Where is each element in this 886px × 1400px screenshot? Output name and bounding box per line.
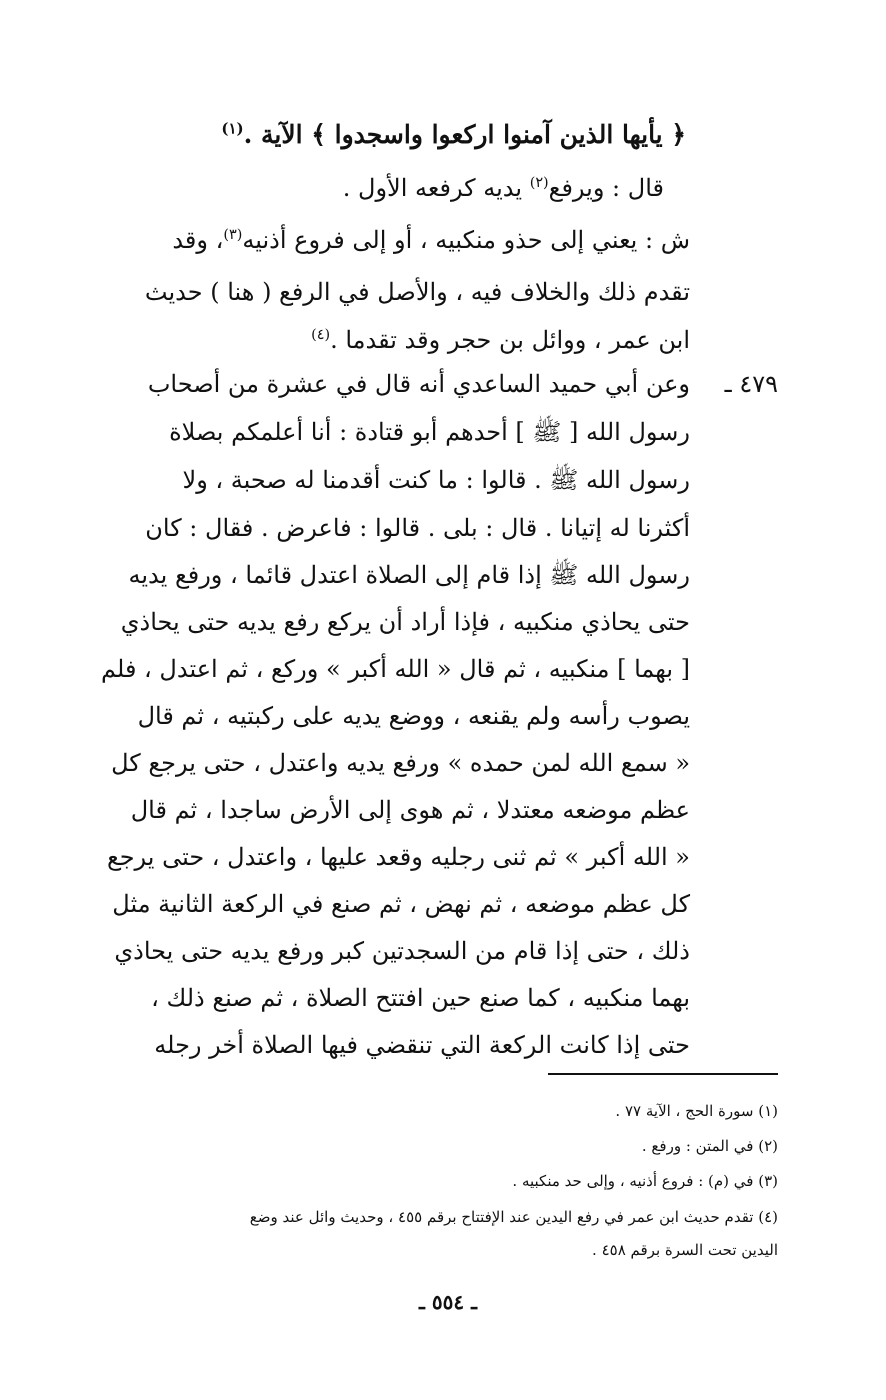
- matn-line: [343, 166, 664, 210]
- sharh-text-after: ، وقد: [172, 226, 224, 254]
- sharh-line: [145, 270, 690, 314]
- hadith-number: ٤٧٩ ـ: [724, 370, 778, 398]
- hadith-line: ذلك ، حتى إذا قام من السجدتين كبر ورفع يديه حتى يحاذي: [114, 937, 690, 965]
- footnote: (٢) في المتن : ورفع .: [641, 1137, 778, 1155]
- footnote: اليدين تحت السرة برقم ٤٥٨ .: [592, 1241, 778, 1259]
- footnote: (٣) في (م) : فروع أذنيه ، وإلى حد منكبيه .: [512, 1172, 778, 1190]
- hadith-line: يصوب رأسه ولم يقنعه ، ووضع يديه على ركبتيه ، ثم قال: [137, 702, 690, 730]
- sharh-text: تقدم ذلك والخلاف فيه ، والأصل في الرفع ( هنا ) حديث: [144, 278, 690, 306]
- footnote: (٤) تقدم حديث ابن عمر في رفع اليدين عند الإفتتاح برقم ٤٥٥ ، وحديث وائل عند وضع: [249, 1208, 778, 1226]
- hadith-line: رسول الله ﷺ . قالوا : ما كنت أقدمنا له صحبة ، ولا: [182, 466, 690, 494]
- sharh-text: ابن عمر ، ووائل بن حجر وقد تقدما .: [330, 326, 690, 354]
- sharh-line: [311, 318, 690, 362]
- hadith-line: « الله أكبر » ثم ثنى رجليه وقعد عليها ، واعتدل ، حتى يرجع: [106, 843, 690, 871]
- footnote-ref-1: (١): [221, 119, 244, 138]
- footnote-separator: [548, 1073, 778, 1075]
- sharh-line: [172, 218, 690, 262]
- hadith-line: عظم موضعه معتدلا ، ثم هوى إلى الأرض ساجدا ، ثم قال: [130, 796, 690, 824]
- sharh-text-before: ش : يعني إلى حذو منكبيه ، أو إلى فروع أذنيه: [242, 226, 690, 254]
- verse-text: ﴿ يأيها الذين آمنوا اركعوا واسجدوا ﴾ الآية .: [243, 120, 686, 149]
- hadith-line: حتى يحاذي منكبيه ، فإذا أراد أن يركع رفع يديه حتى يحاذي: [120, 608, 690, 636]
- hadith-line: كل عظم موضعه ، ثم نهض ، ثم صنع في الركعة الثانية مثل: [112, 890, 690, 918]
- hadith-line: وعن أبي حميد الساعدي أنه قال في عشرة من أصحاب: [147, 370, 690, 398]
- footnote-ref-2: (٢): [529, 175, 549, 191]
- hadith-line: [ بهما ] منكبيه ، ثم قال « الله أكبر » وركع ، ثم اعتدل ، فلم: [101, 655, 690, 683]
- hadith-line: رسول الله [ ﷺ ] أحدهم أبو قتادة : أنا أعلمكم بصلاة: [169, 418, 690, 446]
- quran-verse-line: [221, 113, 686, 157]
- hadith-line: بهما منكبيه ، كما صنع حين افتتح الصلاة ، ثم صنع ذلك ،: [151, 984, 690, 1012]
- footnote-ref-3: (٣): [223, 227, 243, 243]
- footnote-ref-4: (٤): [311, 327, 331, 343]
- hadith-line: حتى إذا كانت الركعة التي تنقضي فيها الصلاة أخر رجله: [154, 1031, 690, 1059]
- footnote: (١) سورة الحج ، الآية ٧٧ .: [615, 1102, 778, 1120]
- hadith-line: رسول الله ﷺ إذا قام إلى الصلاة اعتدل قائما ، ورفع يديه: [128, 561, 690, 589]
- hadith-line: « سمع الله لمن حمده » ورفع يديه واعتدل ، حتى يرجع كل: [111, 749, 690, 777]
- page-number: ـ ٥٥٤ ـ: [419, 1290, 477, 1314]
- matn-text-after: يديه كرفعه الأول .: [342, 174, 530, 202]
- hadith-line: أكثرنا له إتيانا . قال : بلى . قالوا : فاعرض . فقال : كان: [145, 514, 690, 542]
- matn-text-before: قال : ويرفع: [548, 174, 664, 202]
